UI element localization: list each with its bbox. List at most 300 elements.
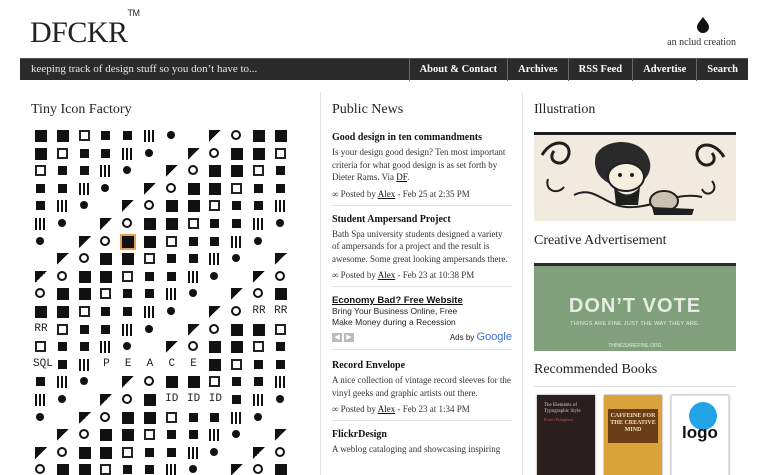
tiny-icon[interactable] — [122, 394, 132, 404]
tiny-icon[interactable] — [144, 200, 154, 210]
news-title[interactable]: Record Envelope — [332, 360, 406, 371]
tiny-icon[interactable] — [80, 325, 89, 334]
icon-glyph[interactable]: ID — [208, 392, 222, 405]
tiny-icon[interactable] — [276, 184, 285, 193]
tiny-icon[interactable] — [253, 394, 265, 406]
tiny-icon[interactable] — [253, 165, 264, 176]
tiny-icon[interactable] — [210, 219, 219, 228]
tiny-icon[interactable] — [189, 465, 197, 473]
tiny-icon[interactable] — [144, 253, 155, 264]
tiny-icon[interactable] — [144, 376, 154, 386]
tiny-icon[interactable] — [144, 412, 156, 424]
tiny-icon[interactable] — [35, 341, 46, 352]
google-text-ad[interactable] — [332, 295, 512, 350]
tiny-icon[interactable] — [275, 148, 286, 159]
tiny-icon[interactable] — [275, 288, 287, 300]
tiny-icon[interactable] — [253, 253, 265, 265]
tiny-icon[interactable] — [166, 165, 178, 177]
tiny-icon[interactable] — [58, 219, 66, 227]
tiny-icon[interactable] — [57, 447, 67, 457]
tiny-icon[interactable] — [144, 236, 156, 248]
tiny-icon[interactable] — [36, 237, 44, 245]
tiny-icon[interactable] — [79, 412, 91, 424]
tiny-icon[interactable] — [275, 324, 286, 335]
tiny-icon[interactable] — [35, 165, 46, 176]
tiny-icon[interactable] — [254, 184, 263, 193]
tiny-icon[interactable] — [100, 218, 112, 230]
tiny-icon[interactable] — [80, 166, 89, 175]
tiny-icon[interactable] — [101, 131, 110, 140]
tiny-icon[interactable] — [189, 430, 198, 439]
tiny-icon[interactable] — [166, 236, 177, 247]
tiny-icon[interactable] — [57, 324, 68, 335]
tiny-icon[interactable] — [210, 272, 218, 280]
tiny-icon[interactable] — [144, 394, 156, 406]
tiny-icon[interactable] — [57, 306, 69, 318]
tiny-icon[interactable] — [122, 236, 134, 248]
tiny-icon[interactable] — [145, 448, 154, 457]
tiny-icon[interactable] — [232, 219, 241, 228]
tiny-icon[interactable] — [167, 307, 175, 315]
tiny-icon[interactable] — [188, 376, 200, 388]
tiny-icon[interactable] — [188, 341, 198, 351]
tiny-icon[interactable] — [79, 253, 89, 263]
news-meta: ∞ Posted by Alex - Feb 23 at 10:38 PM — [332, 270, 475, 280]
book-cover[interactable] — [537, 395, 595, 475]
news-meta: ∞ Posted by Alex - Feb 23 at 1:34 PM — [332, 404, 470, 414]
tiny-icon[interactable] — [166, 183, 176, 193]
tiny-icon[interactable] — [231, 324, 243, 336]
tiny-icon[interactable] — [122, 447, 133, 458]
tiny-icon[interactable] — [80, 201, 88, 209]
tiny-icon[interactable] — [58, 342, 67, 351]
book-title: logo — [682, 423, 718, 442]
tiny-icon[interactable] — [122, 429, 134, 441]
news-body: A weblog cataloging and showcasing inspiring — [332, 444, 501, 454]
tiny-icon[interactable] — [144, 165, 156, 177]
tiny-icon[interactable] — [57, 429, 69, 441]
tiny-icon[interactable] — [232, 430, 240, 438]
book-title: The Elements of Typographic Style — [544, 403, 581, 414]
tiny-icon[interactable] — [167, 131, 175, 139]
icon-glyph[interactable]: RR — [252, 304, 266, 317]
tiny-icon[interactable] — [231, 165, 243, 177]
nav-search[interactable]: Search — [696, 59, 748, 81]
tiny-icon[interactable] — [166, 376, 178, 388]
tiny-icon[interactable] — [166, 218, 178, 230]
tiny-icon[interactable] — [167, 272, 176, 281]
tiny-icon[interactable] — [231, 447, 243, 459]
tiny-icon[interactable] — [100, 429, 112, 441]
news-body: Is your design good design? Ten most important criteria for what good design is as set forth by Dieter Rams. Via DF. — [332, 147, 506, 182]
tiny-icon[interactable] — [100, 288, 111, 299]
tiny-icon[interactable] — [209, 306, 221, 318]
tiny-icon[interactable] — [79, 288, 91, 300]
tiny-icon[interactable] — [209, 341, 221, 353]
permalink-icon[interactable]: ∞ — [332, 270, 339, 280]
tiny-icon[interactable] — [35, 218, 47, 230]
tiny-icon[interactable] — [144, 429, 155, 440]
public-news-heading[interactable]: Public News — [332, 102, 404, 117]
book-cover[interactable] — [604, 395, 662, 475]
tiny-icon[interactable] — [253, 324, 265, 336]
nav-archives[interactable]: Archives — [507, 59, 567, 81]
tiny-icon[interactable] — [209, 324, 219, 334]
tiny-icon[interactable] — [209, 183, 221, 195]
tiny-icon[interactable] — [122, 412, 134, 424]
tiny-icon[interactable] — [122, 183, 134, 195]
tiny-icon[interactable] — [145, 325, 153, 333]
tiny-icon[interactable] — [275, 376, 287, 388]
tiny-icon[interactable] — [123, 289, 132, 298]
tiny-icon[interactable] — [188, 218, 199, 229]
ad-next-arrow-icon[interactable]: ▶ — [344, 333, 354, 342]
news-item — [332, 429, 512, 456]
tiny-icon[interactable] — [231, 306, 241, 316]
book-cover[interactable] — [671, 395, 729, 475]
tiny-icon[interactable] — [166, 341, 178, 353]
tiny-icon[interactable] — [275, 429, 287, 441]
tiny-icon[interactable] — [276, 395, 284, 403]
creator-credit[interactable]: an nclud creation — [667, 37, 736, 48]
tiny-icon[interactable] — [275, 447, 285, 457]
tiny-icon[interactable] — [275, 271, 285, 281]
tiny-icon[interactable] — [253, 447, 265, 459]
tiny-icon[interactable] — [209, 288, 221, 300]
tiny-icon[interactable] — [209, 429, 221, 441]
tiny-icon[interactable] — [79, 130, 90, 141]
tiny-icon[interactable] — [122, 148, 134, 160]
tiny-icon[interactable] — [101, 149, 110, 158]
icon-factory-heading[interactable]: Tiny Icon Factory — [31, 102, 132, 117]
tiny-icon[interactable] — [253, 464, 263, 474]
tiny-icon[interactable] — [79, 394, 91, 406]
nclud-logo-icon[interactable] — [697, 17, 709, 33]
tiny-icon[interactable] — [144, 130, 156, 142]
icon-glyph[interactable]: P — [103, 357, 110, 370]
book-title: CAFFEINE FOR THE CREATIVE MIND — [610, 413, 656, 433]
tiny-icon[interactable] — [123, 307, 132, 316]
creative-ad-image[interactable] — [534, 263, 736, 351]
tiny-icon[interactable] — [231, 148, 243, 160]
tiny-icon[interactable] — [231, 183, 242, 194]
tiny-icon[interactable] — [275, 200, 287, 212]
tiny-icon[interactable] — [145, 465, 154, 474]
tiny-icon[interactable] — [58, 166, 67, 175]
tiny-icon[interactable] — [231, 341, 243, 353]
news-list — [332, 132, 512, 456]
tiny-icon[interactable] — [209, 130, 221, 142]
tiny-icon[interactable] — [188, 306, 200, 318]
tiny-icon[interactable] — [166, 412, 177, 423]
tiny-icon[interactable] — [188, 148, 200, 160]
news-via-link[interactable]: DF — [396, 172, 408, 182]
tiny-icon[interactable] — [166, 288, 178, 300]
news-body: Bath Spa university students designed a variety of ampersands for a project and the result is awesome. Some great looking ampersands there. — [332, 228, 508, 264]
tiny-icon[interactable] — [209, 148, 219, 158]
ad-prev-arrow-icon[interactable]: ◀ — [332, 333, 342, 342]
tiny-icon[interactable] — [232, 377, 241, 386]
tiny-icon[interactable] — [188, 130, 200, 142]
tiny-icon[interactable] — [58, 360, 67, 369]
tiny-icon[interactable] — [122, 324, 134, 336]
tiny-icon[interactable] — [254, 413, 262, 421]
tiny-icon-grid — [33, 128, 313, 475]
tiny-icon[interactable] — [275, 412, 287, 424]
tiny-icon[interactable] — [253, 341, 264, 352]
tiny-icon[interactable] — [231, 359, 242, 370]
tiny-icon[interactable] — [231, 271, 243, 283]
tiny-icon[interactable] — [275, 464, 287, 475]
tiny-icon[interactable] — [210, 237, 219, 246]
tiny-icon[interactable] — [232, 395, 241, 404]
tiny-icon[interactable] — [79, 447, 91, 459]
illustration-image[interactable] — [534, 132, 736, 221]
tiny-icon[interactable] — [188, 165, 198, 175]
author-link[interactable]: Alex — [377, 188, 396, 199]
tiny-icon[interactable] — [57, 236, 69, 248]
tiny-icon[interactable] — [253, 429, 265, 441]
tiny-icon[interactable] — [57, 464, 69, 475]
tiny-icon[interactable] — [58, 184, 67, 193]
tiny-icon[interactable] — [79, 218, 91, 230]
illustration-character-art — [534, 135, 736, 221]
author-link[interactable]: Alex — [377, 404, 396, 414]
tiny-icon[interactable] — [145, 149, 153, 157]
tiny-icon[interactable] — [254, 237, 262, 245]
tiny-icon[interactable] — [209, 165, 221, 177]
news-title[interactable]: Good design in ten commandments — [332, 132, 483, 143]
nav-rss-feed[interactable]: RSS Feed — [568, 59, 632, 81]
tiny-icon[interactable] — [276, 219, 284, 227]
tiny-icon[interactable] — [210, 448, 218, 456]
tiny-icon[interactable] — [210, 413, 219, 422]
tiny-icon[interactable] — [57, 253, 69, 265]
tiny-icon[interactable] — [167, 448, 176, 457]
news-title[interactable]: FlickrDesign — [332, 429, 387, 440]
news-meta: ∞ Posted by Alex - Feb 25 at 2:35 PM — [332, 188, 470, 199]
tiny-icon[interactable] — [189, 237, 198, 246]
recommended-books-heading[interactable]: Recommended Books — [534, 362, 658, 377]
tiny-icon[interactable] — [232, 254, 240, 262]
site-tagline: keeping track of design stuff so you don’t have to... — [31, 63, 258, 75]
tiny-icon[interactable] — [35, 148, 47, 160]
news-title[interactable]: Student Ampersand Project — [332, 213, 451, 225]
tiny-icon[interactable] — [209, 253, 221, 265]
tiny-icon[interactable] — [57, 130, 69, 142]
tiny-icon[interactable] — [189, 254, 198, 263]
tiny-icon[interactable] — [144, 183, 156, 195]
tiny-icon[interactable] — [209, 376, 220, 387]
trademark-mark: TM — [127, 8, 140, 18]
tiny-icon[interactable] — [189, 413, 198, 422]
tiny-icon[interactable] — [188, 324, 200, 336]
tiny-icon[interactable] — [209, 200, 220, 211]
tiny-icon[interactable] — [188, 183, 200, 195]
tiny-icon[interactable] — [79, 359, 91, 371]
news-item — [332, 360, 512, 421]
tiny-icon[interactable] — [80, 377, 88, 385]
tiny-icon[interactable] — [122, 271, 133, 282]
tiny-icon[interactable] — [253, 288, 263, 298]
icon-glyph[interactable]: A — [146, 357, 154, 370]
news-item — [332, 132, 512, 206]
tiny-icon[interactable] — [231, 412, 243, 424]
tiny-icon[interactable] — [166, 200, 178, 212]
tiny-icon[interactable] — [35, 394, 47, 406]
tiny-icon[interactable] — [231, 288, 243, 300]
tiny-icon[interactable] — [57, 376, 69, 388]
tiny-icon[interactable] — [36, 184, 45, 193]
tiny-icon[interactable] — [100, 447, 112, 459]
tiny-icon[interactable] — [188, 200, 200, 212]
tiny-icon[interactable] — [232, 201, 241, 210]
recommended-books — [534, 386, 736, 475]
tiny-icon[interactable] — [57, 271, 67, 281]
tiny-icon[interactable] — [101, 325, 110, 334]
icon-glyph[interactable]: ID — [186, 392, 201, 405]
news-item — [332, 214, 512, 288]
column-divider — [522, 92, 523, 475]
illustration-heading[interactable]: Illustration — [534, 102, 596, 117]
tiny-icon[interactable] — [167, 254, 176, 263]
ad-headline: DON’T VOTE — [568, 295, 702, 317]
author-link[interactable]: Alex — [377, 270, 396, 280]
tiny-icon[interactable] — [188, 447, 200, 459]
tiny-icon[interactable] — [101, 184, 109, 192]
ad-body: Bring Your Business Online, Free Make Money during a Recession — [332, 306, 458, 327]
tiny-icon[interactable] — [144, 306, 156, 318]
tiny-icon[interactable] — [100, 165, 112, 177]
tiny-icon[interactable] — [79, 183, 91, 195]
tiny-icon[interactable] — [166, 464, 178, 475]
permalink-icon[interactable]: ∞ — [332, 404, 339, 414]
tiny-icon[interactable] — [80, 149, 89, 158]
tiny-icon[interactable] — [79, 464, 91, 475]
site-logo[interactable] — [30, 8, 140, 49]
tiny-icon[interactable] — [80, 342, 89, 351]
tiny-icon[interactable] — [209, 359, 221, 371]
tiny-icon[interactable] — [36, 377, 45, 386]
tiny-icon[interactable] — [100, 412, 110, 422]
tiny-icon[interactable] — [79, 271, 91, 283]
tiny-icon[interactable] — [79, 306, 90, 317]
tiny-icon[interactable] — [122, 218, 132, 228]
tiny-icon[interactable] — [253, 271, 265, 283]
column-divider — [320, 92, 321, 475]
tiny-icon[interactable] — [188, 271, 200, 283]
tiny-icon[interactable] — [100, 253, 112, 265]
tiny-icon[interactable] — [254, 360, 263, 369]
tiny-icon[interactable] — [100, 341, 112, 353]
tiny-icon[interactable] — [35, 253, 47, 265]
tiny-icon[interactable] — [79, 429, 89, 439]
tiny-icon[interactable] — [276, 360, 285, 369]
tiny-icon[interactable] — [35, 288, 45, 298]
tiny-icon[interactable] — [35, 464, 45, 474]
tiny-icon[interactable] — [36, 413, 44, 421]
tiny-icon[interactable] — [275, 236, 287, 248]
tiny-icon[interactable] — [145, 272, 154, 281]
tiny-icon[interactable] — [100, 271, 112, 283]
tiny-icon[interactable] — [122, 200, 134, 212]
tiny-icon[interactable] — [123, 465, 132, 474]
icon-glyph[interactable]: RR — [34, 322, 48, 335]
tiny-icon[interactable] — [122, 376, 134, 388]
tiny-icon[interactable] — [35, 447, 47, 459]
tiny-icon[interactable] — [100, 376, 112, 388]
nav-advertise[interactable]: Advertise — [632, 59, 696, 81]
tiny-icon[interactable] — [58, 395, 66, 403]
tiny-icon[interactable] — [57, 288, 69, 300]
tiny-icon[interactable] — [189, 289, 197, 297]
main-nav — [409, 59, 748, 81]
tiny-icon[interactable] — [253, 218, 265, 230]
tiny-icon[interactable] — [144, 341, 156, 353]
tiny-icon[interactable] — [276, 342, 285, 351]
icon-glyph[interactable]: E — [124, 357, 132, 370]
icon-glyph[interactable]: C — [168, 357, 176, 370]
tiny-icon[interactable] — [35, 130, 47, 142]
permalink-icon[interactable]: ∞ — [332, 188, 339, 199]
ad-title[interactable]: Economy Bad? Free Website — [332, 295, 463, 306]
tiny-icon[interactable] — [35, 429, 47, 441]
tiny-icon[interactable] — [254, 201, 263, 210]
tiny-icon[interactable] — [123, 166, 131, 174]
tiny-icon[interactable] — [79, 236, 91, 248]
tiny-icon[interactable] — [254, 377, 263, 386]
tiny-icon[interactable] — [276, 166, 285, 175]
creative-ad-heading[interactable]: Creative Advertisement — [534, 233, 667, 248]
nav-about-contact[interactable]: About & Contact — [409, 59, 508, 81]
tiny-icon[interactable] — [101, 307, 110, 316]
tiny-icon[interactable] — [253, 130, 265, 142]
book-author: Robert Bringhurst — [544, 417, 573, 422]
icon-glyph[interactable]: E — [190, 357, 197, 370]
tiny-icon[interactable] — [35, 271, 47, 283]
icon-glyph[interactable]: ID — [165, 392, 179, 405]
tiny-icon[interactable] — [57, 148, 68, 159]
tiny-icon[interactable] — [123, 342, 131, 350]
tiny-icon[interactable] — [231, 236, 243, 248]
icon-glyph[interactable]: SQL — [33, 357, 53, 370]
tiny-icon[interactable] — [231, 464, 243, 475]
ads-by-google[interactable]: Ads by Google — [449, 331, 512, 343]
tiny-icon[interactable] — [57, 200, 69, 212]
tiny-icon[interactable] — [145, 289, 154, 298]
tiny-icon[interactable] — [231, 130, 241, 140]
tiny-icon[interactable] — [123, 131, 132, 140]
tiny-icon[interactable] — [100, 394, 112, 406]
tiny-icon[interactable] — [100, 464, 111, 475]
tiny-icon[interactable] — [57, 412, 69, 424]
tiny-icon[interactable] — [122, 253, 134, 265]
tiny-icon[interactable] — [275, 130, 287, 142]
tiny-icon[interactable] — [209, 464, 221, 475]
tiny-icon[interactable] — [253, 148, 265, 160]
tiny-icon[interactable] — [36, 201, 45, 210]
tiny-icon[interactable] — [275, 253, 287, 265]
tiny-icon[interactable] — [100, 236, 110, 246]
tiny-icon[interactable] — [35, 306, 47, 318]
icon-glyph[interactable]: RR — [274, 304, 288, 317]
tiny-icon[interactable] — [166, 324, 178, 336]
tiny-icon[interactable] — [167, 430, 176, 439]
ad-subline: THINGS ARE FINE JUST THE WAY THEY ARE. — [570, 321, 700, 327]
tiny-icon[interactable] — [144, 218, 156, 230]
tiny-icon[interactable] — [166, 148, 178, 160]
tiny-icon[interactable] — [100, 200, 112, 212]
